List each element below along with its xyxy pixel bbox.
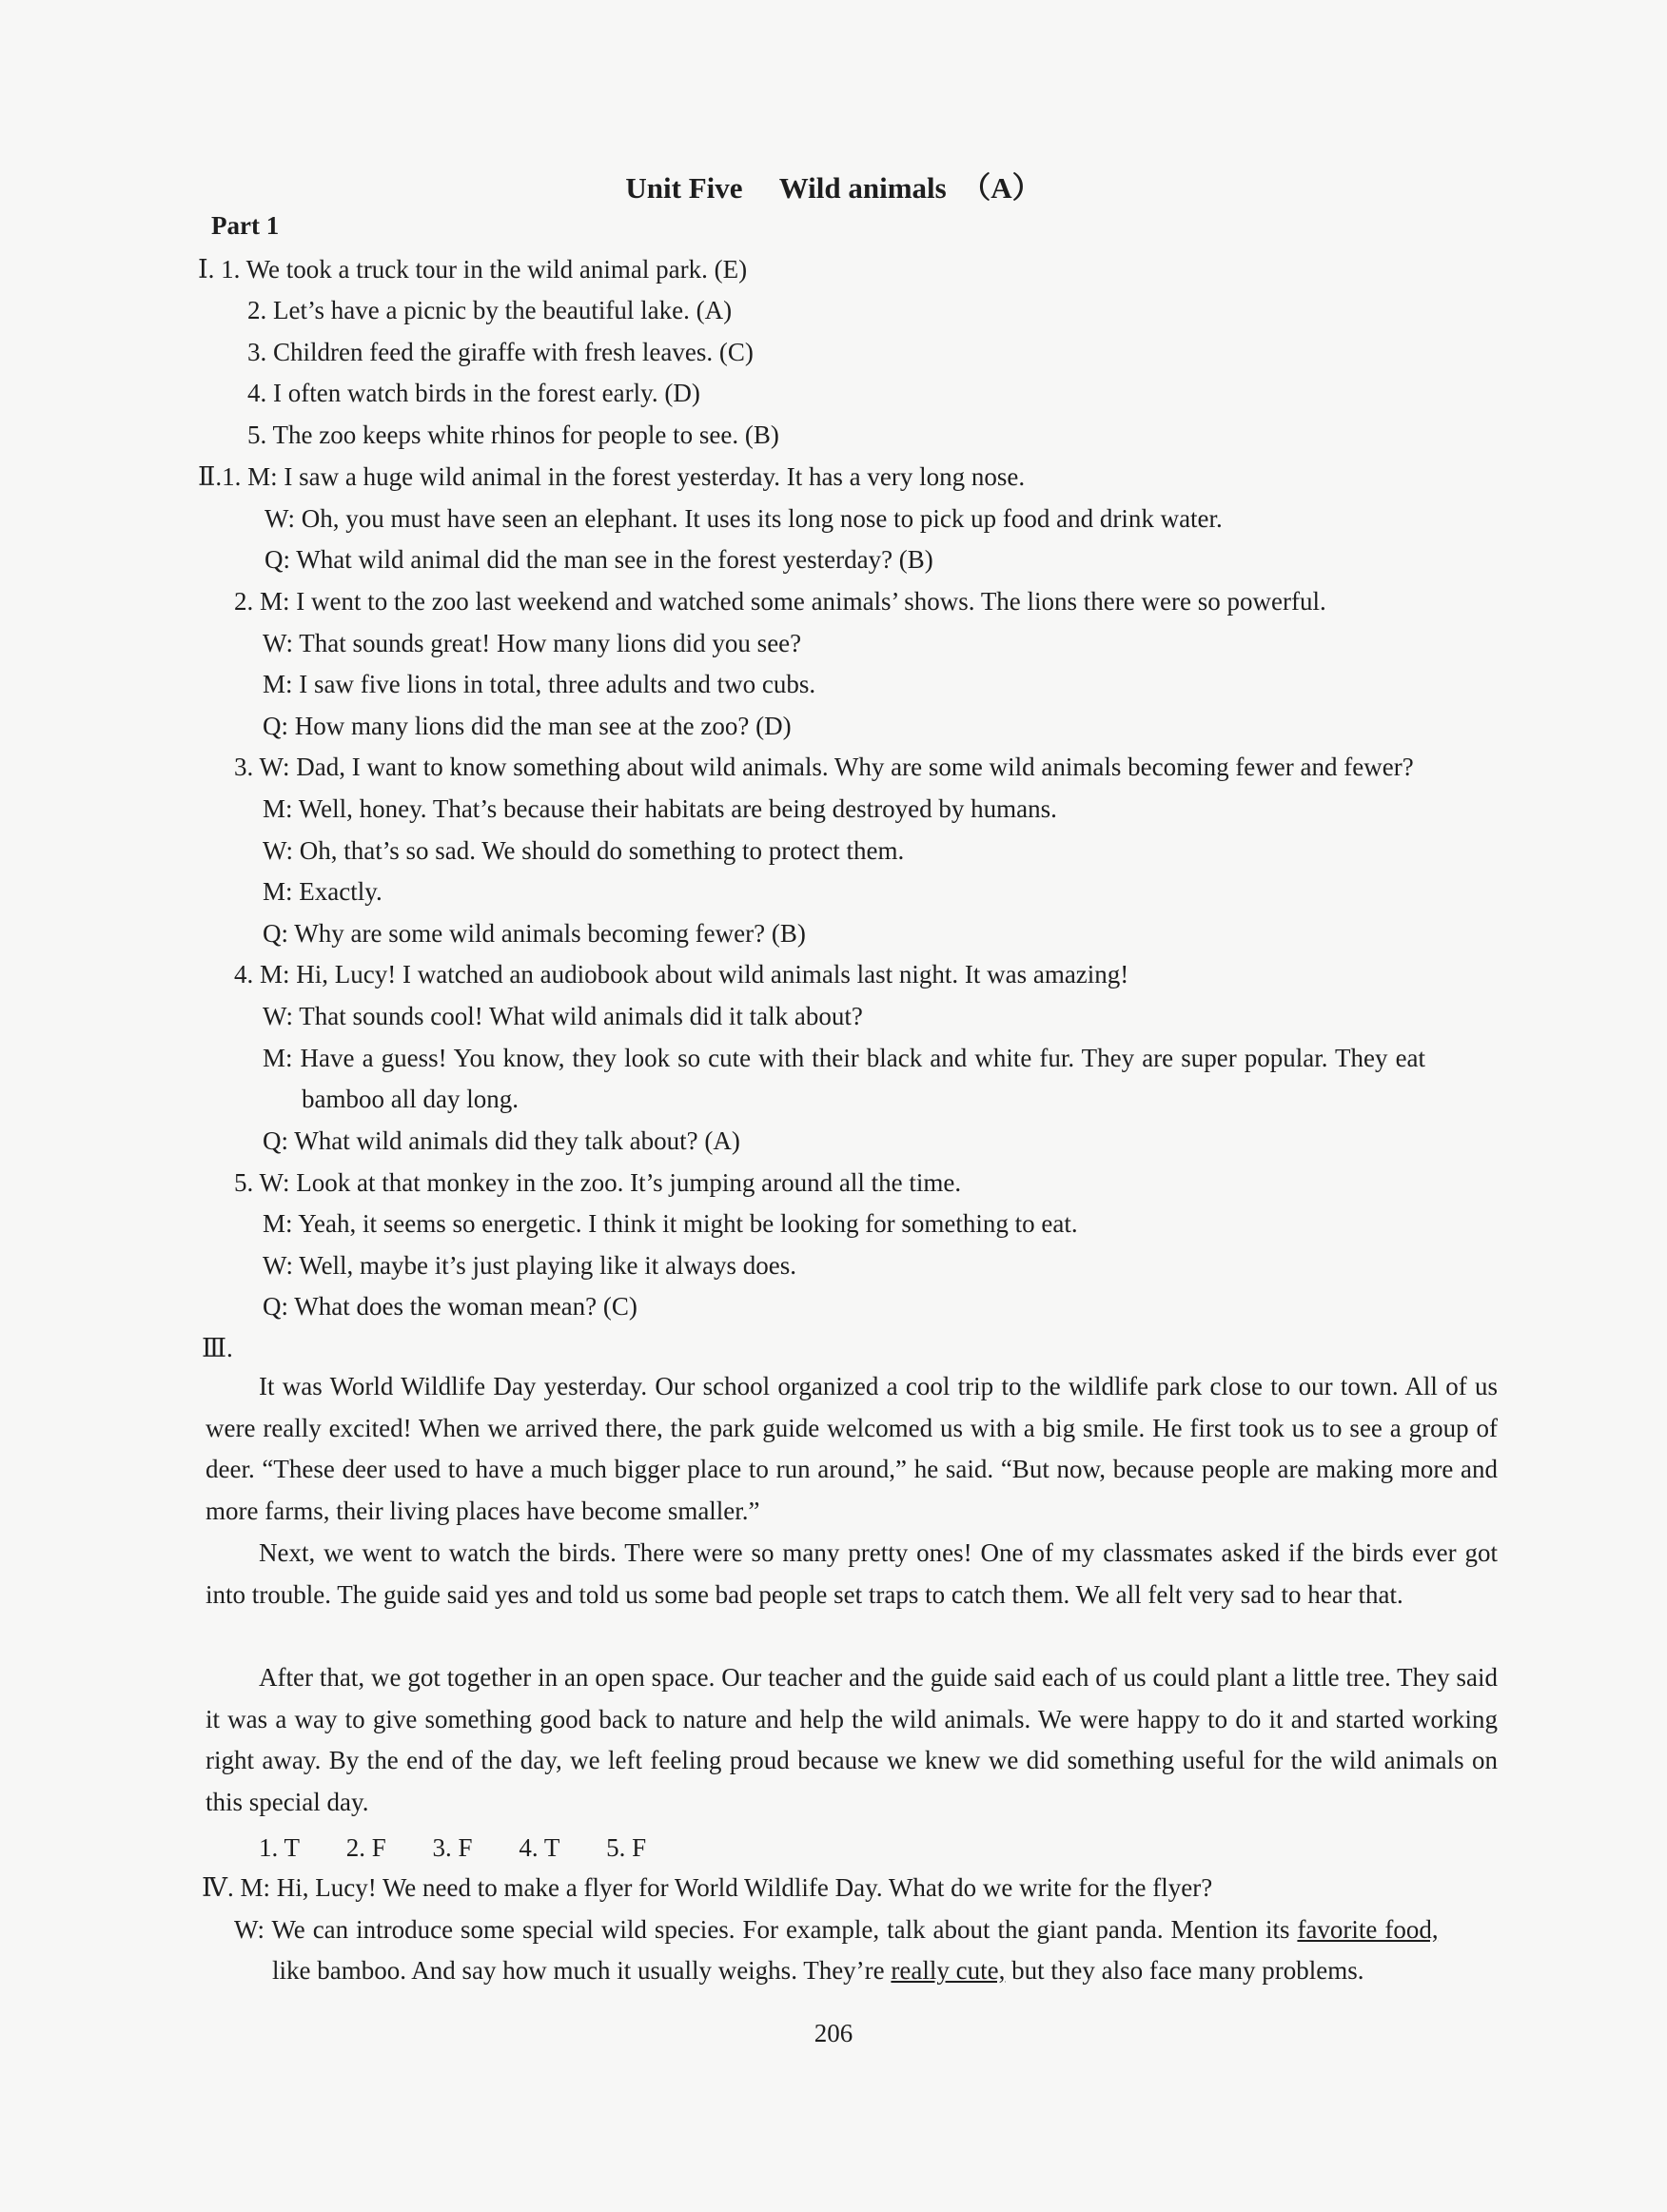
dialogue-line: 3. W: Dad, I want to know something about wild animals. Why are some wild animals becoming fewer and fewer? bbox=[234, 753, 1414, 781]
dialogue-line: 2. M: I went to the zoo last weekend and watched some animals’ shows. The lions there were so powerful. bbox=[234, 587, 1326, 616]
page-title: Unit Five Wild animals （A） bbox=[625, 171, 1042, 205]
section-marker: Ⅲ. bbox=[202, 1334, 233, 1362]
dialogue-line: Q: Why are some wild animals becoming fewer? (B) bbox=[263, 919, 806, 948]
dialogue-line: Q: What wild animal did the man see in the forest yesterday? (B) bbox=[265, 545, 933, 574]
dialogue-line: Q: What does the woman mean? (C) bbox=[263, 1292, 637, 1321]
dialogue-line: bamboo all day long. bbox=[302, 1085, 519, 1113]
dialogue-line: 4. M: Hi, Lucy! I watched an audiobook about wild animals last night. It was amazing! bbox=[234, 960, 1129, 989]
dialogue-line: M: Well, honey. That’s because their habitats are being destroyed by humans. bbox=[263, 794, 1057, 823]
dialogue-line: M: Yeah, it seems so energetic. I think it might be looking for something to eat. bbox=[263, 1209, 1078, 1238]
section2-line: Ⅱ.1. M: I saw a huge wild animal in the forest yesterday. It has a very long nose. bbox=[198, 462, 1026, 491]
answer: 5. F bbox=[606, 1833, 647, 1862]
section-marker: Ⅳ. bbox=[202, 1873, 234, 1902]
page-number: 206 bbox=[814, 2019, 853, 2047]
dialogue-line: 5. W: Look at that monkey in the zoo. It’s jumping around all the time. bbox=[234, 1168, 962, 1197]
dialogue-line: W: That sounds cool! What wild animals did it talk about? bbox=[263, 1002, 863, 1030]
dialogue-line: W: Oh, that’s so sad. We should do something to protect them. bbox=[263, 836, 905, 865]
passage-paragraph: After that, we got together in an open space. Our teacher and the guide said each of us could plant a little tree. They said it was a way to give something good back to nature and help the wild animals. We were happy to do it and started working right away. By the end of the day, we left feeling proud because we knew we did something useful for the wild animals on this special day. bbox=[206, 1663, 1498, 1816]
answer-key bbox=[259, 1833, 686, 1863]
section-marker: Ⅱ. bbox=[198, 462, 223, 491]
dialogue-line: like bamboo. And say how much it usually weighs. They’re really cute, but they also face many problems. bbox=[272, 1956, 1364, 1985]
underlined-answer: really cute, bbox=[891, 1956, 1006, 1985]
dialogue-line: W: Well, maybe it’s just playing like it always does. bbox=[263, 1251, 796, 1280]
section1-item: 3. Children feed the giraffe with fresh leaves. (C) bbox=[247, 338, 754, 366]
dialogue-line: M: Exactly. bbox=[263, 877, 382, 906]
passage-paragraph: Next, we went to watch the birds. There were so many pretty ones! One of my classmates asked if the birds ever got into trouble. The guide said yes and told us some bad people set traps to catch them. We all felt very sad to hear that. bbox=[206, 1538, 1498, 1609]
dialogue-line: W: Oh, you must have seen an elephant. It uses its long nose to pick up food and drink water. bbox=[265, 504, 1223, 533]
part-label: Part 1 bbox=[211, 211, 280, 240]
answer: 4. T bbox=[519, 1833, 560, 1862]
dialogue-line: Q: How many lions did the man see at the zoo? (D) bbox=[263, 712, 792, 740]
answer: 3. F bbox=[432, 1833, 473, 1862]
dialogue-line: M: Have a guess! You know, they look so cute with their black and white fur. They are super popular. They eat bbox=[263, 1044, 1426, 1072]
dialogue-line: W: We can introduce some special wild species. For example, talk about the giant panda. Mention its favorite food, bbox=[234, 1915, 1439, 1944]
section4-line: Ⅳ. M: Hi, Lucy! We need to make a flyer for World Wildlife Day. What do we write for the flyer? bbox=[202, 1873, 1213, 1902]
section1-item: 2. Let’s have a picnic by the beautiful lake. (A) bbox=[247, 296, 733, 324]
dialogue-line: Q: What wild animals did they talk about? (A) bbox=[263, 1126, 740, 1155]
dialogue-line: W: That sounds great! How many lions did you see? bbox=[263, 629, 802, 657]
section1-item: 4. I often watch birds in the forest early. (D) bbox=[247, 379, 700, 407]
section1-line1: Ⅰ. 1. We took a truck tour in the wild animal park. (E) bbox=[198, 255, 748, 284]
dialogue-line: M: I saw five lions in total, three adults and two cubs. bbox=[263, 670, 816, 698]
underlined-answer: favorite food, bbox=[1297, 1915, 1439, 1944]
answer: 1. T bbox=[259, 1833, 301, 1862]
passage-paragraph: It was World Wildlife Day yesterday. Our school organized a cool trip to the wildlife park close to our town. All of us were really excited! When we arrived there, the park guide welcomed us with a big smile. He first took us to see a group of deer. “These deer used to have a much bigger place to run around,” he said. “But now, because people are making more and more farms, their living places have become smaller.” bbox=[206, 1372, 1498, 1525]
section1-item: 5. The zoo keeps white rhinos for people to see. (B) bbox=[247, 421, 779, 449]
answer: 2. F bbox=[345, 1833, 386, 1862]
section-marker: Ⅰ. bbox=[198, 255, 215, 284]
